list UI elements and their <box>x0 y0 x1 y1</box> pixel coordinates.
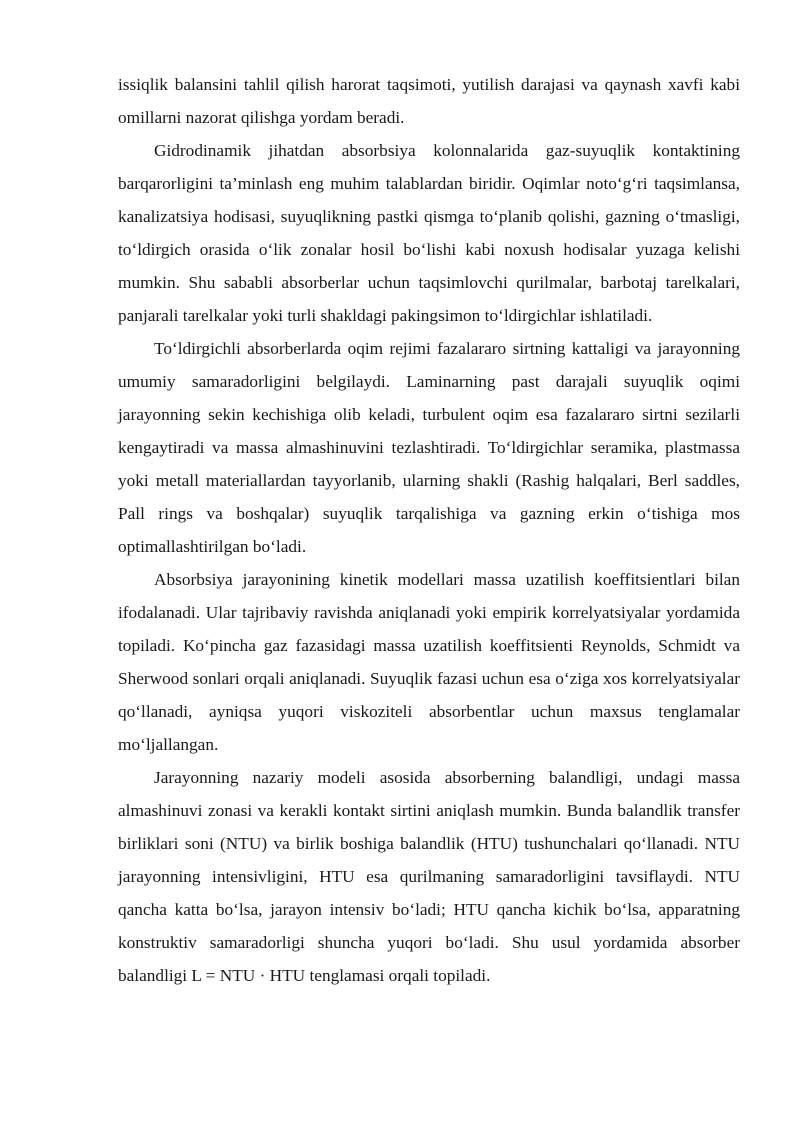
paragraph-ntu-htu: Jarayonning nazariy modeli asosida absorberning balandligi, undagi massa almashinuvi zonasi va kerakli kontakt sirtini aniqlash mumkin. Bunda balandlik transfer birliklari soni (NTU) va birlik boshiga balandlik (HTU) tushunchalari qo‘llanadi. NTU jarayonning intensivligini, HTU esa qurilmaning samaradorligini tavsiflaydi. NTU qancha katta bo‘lsa, jarayon intensiv bo‘ladi; HTU qancha kichik bo‘lsa, apparatning konstruktiv samaradorligi shuncha yuqori bo‘ladi. Shu usul yordamida absorber balandligi L = NTU · HTU tenglamasi orqali topiladi. <box>118 768 740 985</box>
document-page <box>118 68 740 992</box>
paragraph-heat-balance: issiqlik balansini tahlil qilish harorat taqsimoti, yutilish darajasi va qaynash xavfi kabi omillarni nazorat qilishga yordam beradi. <box>118 75 740 127</box>
paragraph-packed-absorbers: To‘ldirgichli absorberlarda oqim rejimi fazalararo sirtning kattaligi va jarayonning umumiy samaradorligini belgilaydi. Laminarning past darajali suyuqlik oqimi jarayonning sekin kechishiga olib keladi, turbulent oqim esa fazalararo sirtni sezilarli kengaytiradi va massa almashinuvini tezlashtiradi. To‘ldirgichlar seramika, plastmassa yoki metall materiallardan tayyorlanib, ularning shakli (Rashig halqalari, Berl saddles, Pall rings va boshqalar) suyuqlik tarqalishiga va gazning erkin o‘tishiga mos optimallashtirilgan bo‘ladi. <box>118 339 740 556</box>
paragraph-kinetic-models: Absorbsiya jarayonining kinetik modellari massa uzatilish koeffitsientlari bilan ifodalanadi. Ular tajribaviy ravishda aniqlanadi yoki empirik korrelyatsiyalar yordamida topiladi. Ko‘pincha gaz fazasidagi massa uzatilish koeffitsienti Reynolds, Schmidt va Sherwood sonlari orqali aniqlanadi. Suyuqlik fazasi uchun esa o‘ziga xos korrelyatsiyalar qo‘llanadi, ayniqsa yuqori viskoziteli absorbentlar uchun maxsus tenglamalar mo‘ljallangan. <box>118 570 740 754</box>
paragraph-hydrodynamics: Gidrodinamik jihatdan absorbsiya kolonnalarida gaz-suyuqlik kontaktining barqarorligini ta’minlash eng muhim talablardan biridir. Oqimlar noto‘g‘ri taqsimlansa, kanalizatsiya hodisasi, suyuqlikning pastki qismga to‘planib qolishi, gazning o‘tmasligi, to‘ldirgich orasida o‘lik zonalar hosil bo‘lishi kabi noxush hodisalar yuzaga kelishi mumkin. Shu sababli absorberlar uchun taqsimlovchi qurilmalar, barbotaj tarelkalari, panjarali tarelkalar yoki turli shakldagi pakingsimon to‘ldirgichlar ishlatiladi. <box>118 141 740 325</box>
